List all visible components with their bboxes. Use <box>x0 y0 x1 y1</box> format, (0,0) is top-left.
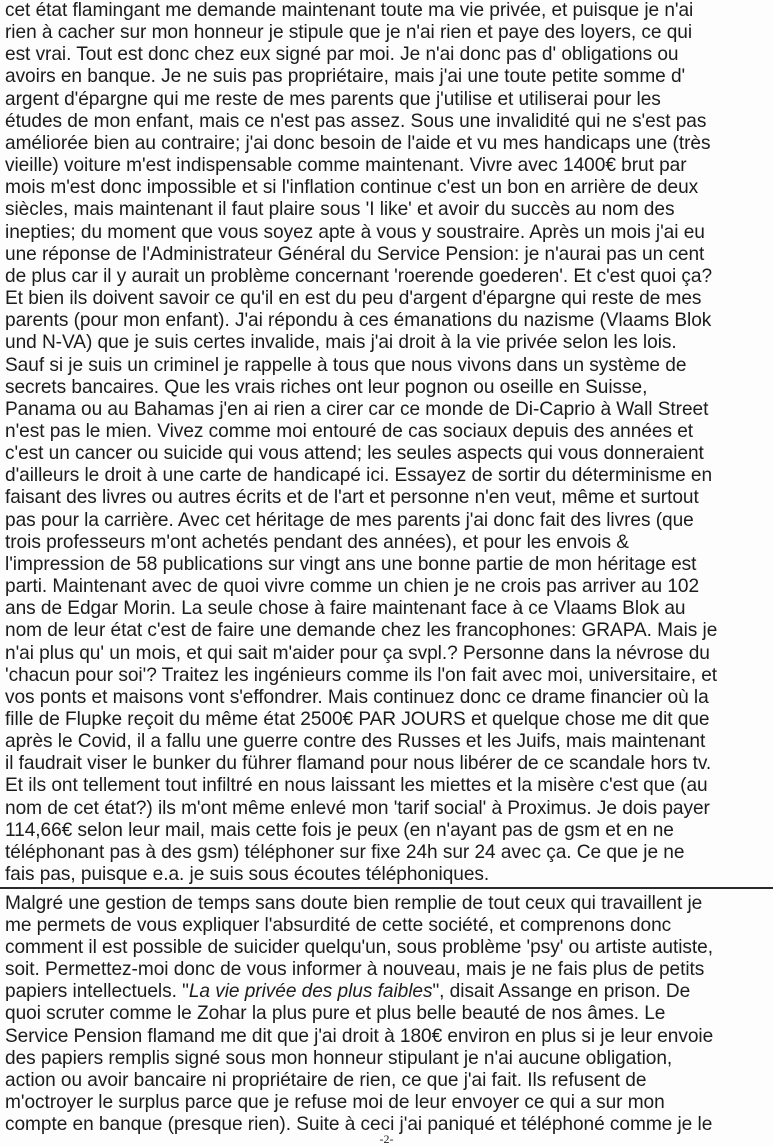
page-number: -2- <box>379 1132 394 1146</box>
text-line: m'octroyer le surplus parce que je refuse moi de leur envoyer ce qui a sur mon <box>5 1091 665 1113</box>
text-line: parents (pour mon enfant). J'ai répondu à ces émanations du nazisme (Vlaams Blok <box>5 310 712 332</box>
text-line: de plus car il y aurait un problème concernant 'roerende goederen'. Et c'est quoi ça? <box>5 265 713 287</box>
text-line: mois m'est donc impossible et si l'inflation continue c'est un bon en arrière de deux <box>5 177 699 199</box>
text-line: comment il est possible de suicider quelqu'un, sous problème 'psy' ou artiste autiste, <box>5 937 713 959</box>
text-line: vos ponts et maisons vont s'effondrer. Mais continuez donc ce drame financier où la <box>5 686 709 708</box>
text-line: Panama ou au Bahamas j'en ai rien a cirer car ce monde de Di-Caprio à Wall Street <box>5 398 709 420</box>
text-line: inepties; du moment que vous soyez apte à vous y soustraire. Après un mois j'ai eu <box>5 221 705 243</box>
text-line: und N-VA) que je suis certes invalide, mais j'ai droit à la vie privée selon les lois. <box>5 332 677 354</box>
text-line: nom de leur état c'est de faire une demande chez les francophones: GRAPA. Mais je <box>5 620 718 642</box>
text-line: Service Pension flamand me dit que j'ai droit à 180€ environ en plus si je leur envoie <box>5 1025 714 1047</box>
text-line: n'ai plus qu' un mois, et qui sait m'aider pour ça svpl.? Personne dans la névrose du <box>5 642 710 664</box>
text-line: études de mon enfant, mais ce n'est pas assez. Sous une invalidité qui ne s'est pas <box>5 110 707 132</box>
text-line: une réponse de l'Administrateur Général du Service Pension: je n'aurai pas un cent <box>5 243 705 265</box>
text-line: cet état flamingant me demande maintenant toute ma vie privée, et puisque je n'ai <box>5 0 694 21</box>
text-line: l'impression de 58 publications sur vingt ans une bonne partie de mon héritage est <box>5 553 697 575</box>
text-line: améliorée bien au contraire; j'ai donc besoin de l'aide et vu mes handicaps une (très <box>5 132 711 154</box>
text-line: rien à cacher sur mon honneur je stipule que je n'ai rien et paye des loyers, ce qui <box>5 22 693 44</box>
text-line: Sauf si je suis un criminel je rappelle à tous que nous vivons dans un système de <box>5 354 687 376</box>
text-line: 114,66€ selon leur mail, mais cette fois je peux (en n'ayant pas de gsm et en ne <box>5 819 674 841</box>
text-line: fais pas, puisque e.a. je suis sous écoutes téléphoniques. <box>5 864 490 886</box>
text-line: Et bien ils doivent savoir ce qu'il en est du peu d'argent d'épargne qui reste de mes <box>5 288 702 310</box>
text-line: Et ils ont tellement tout infiltré en nous laissant les miettes et la misère c'est que (au <box>5 775 708 797</box>
text-line: avoirs en banque. Je ne suis pas propriétaire, mais j'ai une toute petite somme d' <box>5 66 686 88</box>
quote-prefix: papiers intellectuels. " <box>5 981 189 1003</box>
text-line: action ou avoir bancaire ni propriétaire de rien, ce que j'ai fait. Ils refusent de <box>5 1069 647 1091</box>
second-text-block <box>5 893 773 1137</box>
text-line: compte en banque (presque rien). Suite à ceci j'ai paniqué et téléphoné comme je le <box>5 1113 713 1135</box>
text-line: soit. Permettez-moi donc de vous informer à nouveau, mais je ne fais plus de petits <box>5 959 705 981</box>
text-line: est vrai. Tout est donc chez eux signé par moi. Je n'ai donc pas d' obligations ou <box>5 44 679 66</box>
text-line: c'est un cancer ou suicide qui vous attend; les seules aspects qui vous donneraient <box>5 443 704 465</box>
text-line: des papiers remplis signé sous mon honneur stipulant je n'ai aucune obligation, <box>5 1047 673 1069</box>
text-line: parti. Maintenant avec de quoi vivre comme un chien je ne crois pas arriver au 102 <box>5 576 700 598</box>
text-line: argent d'épargne qui me reste de mes parents que j'utilise et utiliserai pour les <box>5 88 661 110</box>
section-divider <box>0 887 773 889</box>
text-line: trois professeurs m'ont achetés pendant des années), et pour les envois & <box>5 531 629 553</box>
text-line: n'est pas le mien. Vivez comme moi entouré de cas sociaux depuis des années et <box>5 420 694 442</box>
text-line-quote <box>5 981 769 1003</box>
text-line: il faudrait viser le bunker du führer flamand pour nous libérer de ce scandale hors tv. <box>5 753 712 775</box>
text-line: après le Covid, il a fallu une guerre contre des Russes et les Juifs, mais maintenant <box>5 731 706 753</box>
text-line: d'ailleurs le droit à une carte de handicapé ici. Essayez de sortir du déterminisme en <box>5 465 713 487</box>
first-text-block <box>5 0 773 886</box>
text-line: téléphonant pas à des gsm) téléphoner sur fixe 24h sur 24 avec ça. Ce que je ne <box>5 841 685 863</box>
text-line: pas pour la carrière. Avec cet héritage de mes parents j'ai donc fait des livres (que <box>5 509 694 531</box>
text-line: Malgré une gestion de temps sans doute bien remplie de tout ceux qui travaillent je <box>5 893 703 914</box>
quote-suffix: ", disait Assange en prison. De <box>432 981 691 1003</box>
text-line: quoi scruter comme le Zohar la plus pure et plus belle beauté de nos âmes. Le <box>5 1003 666 1025</box>
text-line: 'chacun pour soi'? Traitez les ingénieurs comme ils l'on fait avec moi, universitaire, et <box>5 664 718 686</box>
text-line: siècles, mais maintenant il faut plaire sous 'I like' et avoir du succès au nom des <box>5 199 675 221</box>
text-line: me permets de vous expliquer l'absurdité de cette société, et comprenons donc <box>5 915 672 937</box>
text-line: fille de Flupke reçoit du même état 2500€ PAR JOURS et quelque chose me dit que <box>5 709 710 730</box>
assange-quote: La vie privée des plus faibles <box>188 981 433 1003</box>
text-line: ans de Edgar Morin. La seule chose à faire maintenant face à ce Vlaams Blok au <box>5 598 686 620</box>
text-line: faisant des livres ou autres écrits et de l'art et personne n'en veut, même et surtout <box>5 487 699 509</box>
text-line: vieille) voiture m'est indispensable comme maintenant. Vivre avec 1400€ brut par <box>5 155 687 177</box>
text-line: nom de cet état?) ils m'ont même enlevé mon 'tarif social' à Proximus. Je dois payer <box>5 797 710 819</box>
text-line: secrets bancaires. Que les vrais riches ont leur pognon ou oseille en Suisse, <box>5 376 648 398</box>
